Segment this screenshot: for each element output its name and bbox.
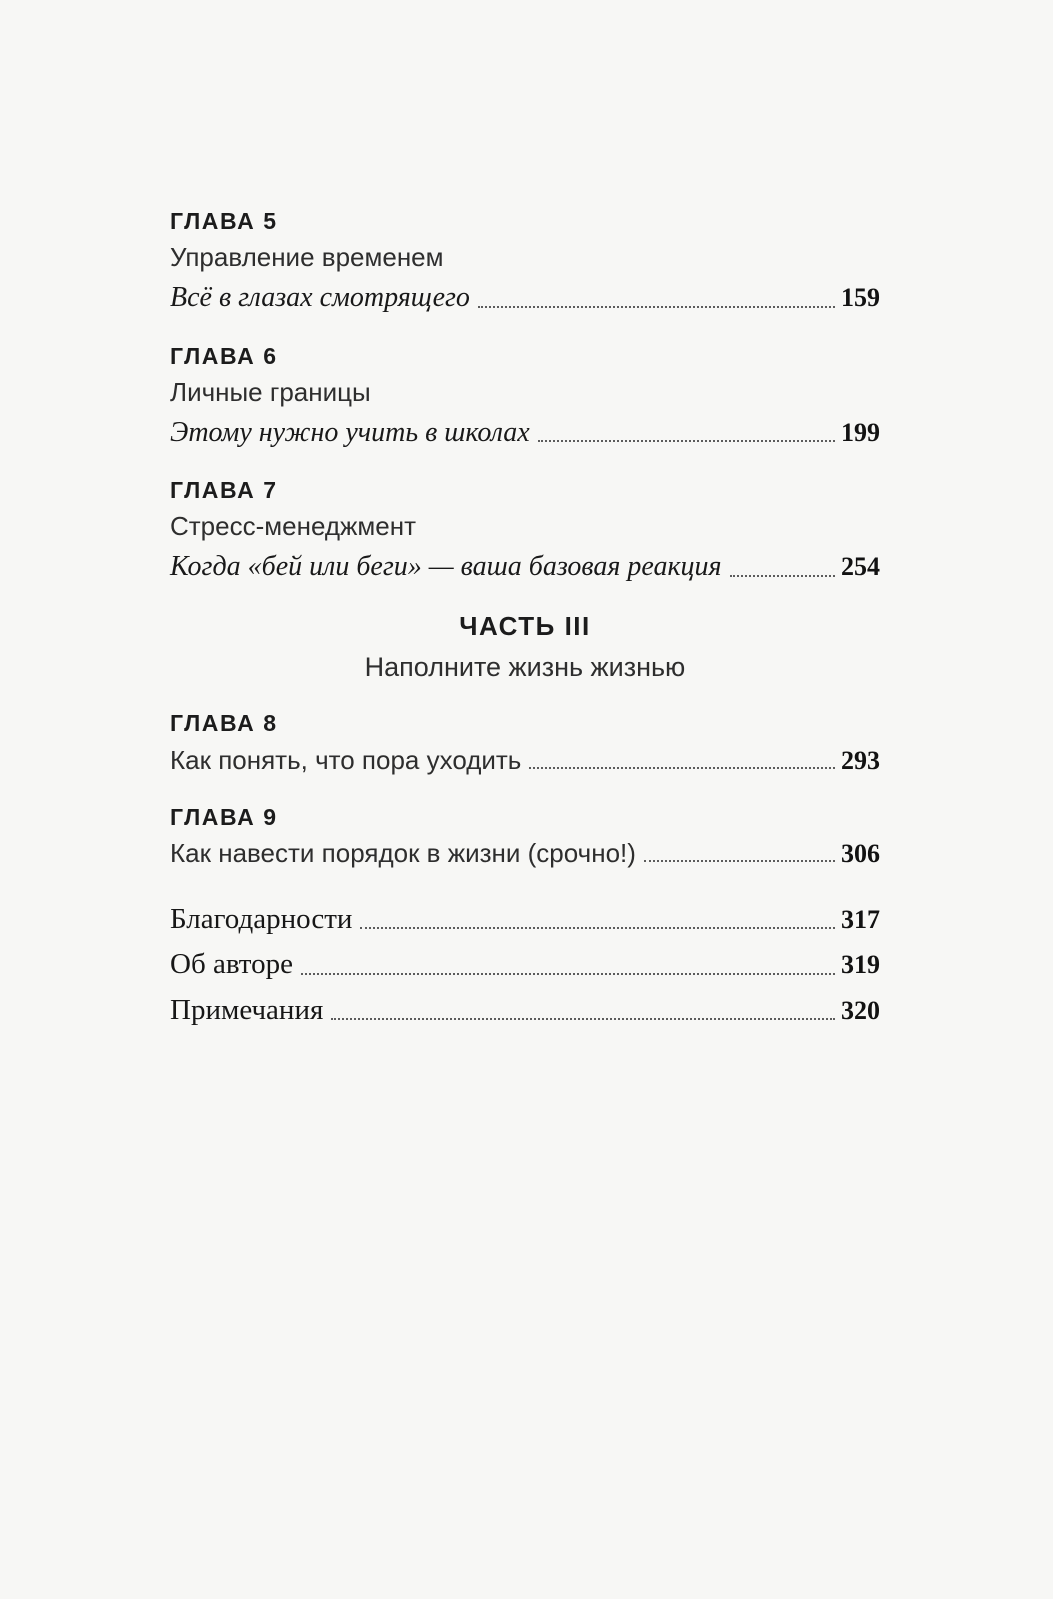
chapter-title: Как понять, что пора уходить [170,744,522,775]
chapter-subtitle: Этому нужно учить в школах [170,416,530,448]
chapter-name: Стресс-менеджмент [170,511,417,542]
backmatter-entry [170,994,880,1027]
toc-chapter-5 [170,208,880,315]
backmatter-section [170,903,880,1027]
toc-chapter-7 [170,477,880,584]
page-number: 317 [841,905,880,935]
backmatter-title: Об авторе [170,948,293,981]
toc-entry-row [170,839,880,869]
toc-entry-row [170,282,880,314]
dotted-leader [529,767,835,769]
backmatter-title: Примечания [170,993,324,1026]
toc-chapter-9 [170,804,880,869]
dotted-leader [301,973,835,975]
part-title: Наполните жизнь жизнью [364,652,686,683]
dotted-leader [538,440,835,442]
part-heading [170,612,880,684]
dotted-leader [331,1018,835,1020]
page-number: 159 [841,283,880,313]
part-label: ЧАСТЬ III [459,610,591,641]
chapter-name: Личные границы [170,376,371,407]
dotted-leader [644,860,835,862]
backmatter-entry [170,948,880,981]
toc-entry-row [170,417,880,449]
page-number: 199 [841,417,880,447]
dotted-leader [478,306,835,308]
chapter-label: ГЛАВА 5 [170,208,278,234]
chapter-subtitle: Когда «бей или беги» — ваша базовая реакция [170,551,722,583]
chapter-subtitle: Всё в глазах смотрящего [170,282,470,314]
dotted-leader [360,927,835,929]
chapter-label: ГЛАВА 7 [170,477,278,504]
page-number: 306 [841,839,880,869]
chapter-label: ГЛАВА 8 [170,710,278,737]
toc-entry-row [170,551,880,583]
toc-entry-row [170,746,880,776]
page-number: 319 [841,950,880,980]
chapter-name: Управление временем [170,242,444,273]
page-number: 320 [841,995,880,1025]
page-number: 293 [841,745,880,775]
dotted-leader [730,575,835,577]
backmatter-entry [170,903,880,936]
chapter-title: Как навести порядок в жизни (срочно!) [170,838,636,869]
toc-chapter-8 [170,710,880,775]
page-number: 254 [841,552,880,582]
toc-chapter-6 [170,343,880,450]
chapter-label: ГЛАВА 9 [170,803,278,830]
backmatter-title: Благодарности [170,903,353,936]
chapter-label: ГЛАВА 6 [170,342,278,369]
